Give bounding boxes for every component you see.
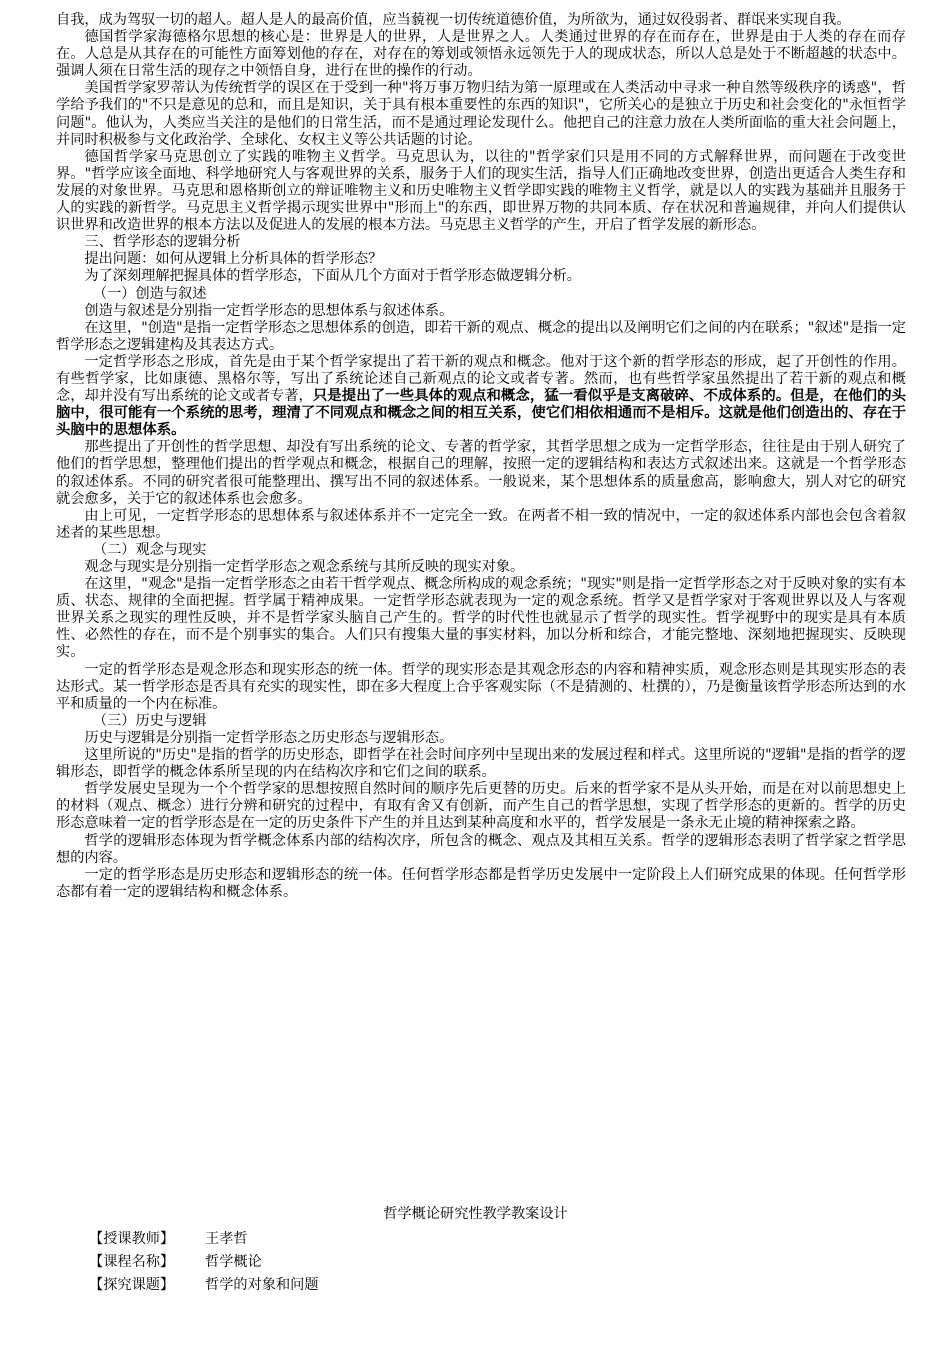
paragraph: 观念与现实是分别指一定哲学形态之观念系统与其所反映的现实对象。 [84,559,525,575]
body-text [56,12,906,901]
subsection-heading: （三）历史与逻辑 [92,712,207,729]
paragraph: 为了深刻理解把握具体的哲学形态，下面从几个方面对于哲学形态做逻辑分析。 [84,268,581,285]
paragraph: 创造与叙述是分别指一定哲学形态的思想体系与叙述体系。 [84,302,454,319]
topic-value: 哲学的对象和问题 [205,1277,319,1293]
teacher-value: 王孝哲 [205,1231,248,1247]
paragraph: 一定的哲学形态是历史形态和逻辑形态的统一体。任何哲学形态都是哲学历史发展中一定阶段上人们研究成果的体现。任何哲学形态都有着一定的逻辑结构和概念体系。 [56,866,906,900]
paragraph: 自我，成为驾驭一切的超人。超人是人的最高价值，应当藐视一切传统道德价值，为所欲为，通过奴役弱者、群氓来实现自我。 [56,12,851,28]
bold-emphasis-text: 只是提出了一些具体的观点和概念，猛一看似乎是支离破碎、不成体系的。但是，在他们的头脑中，很可能有一个系统的思考，理清了不同观点和概念之间的相互关系，使它们相依相通而不是相斥。这就是他们创造出的、存在于头脑中的思想体系。 [56,388,906,439]
paragraph-text: 一定哲学形态之形成，首先是由于某个哲学家提出了若干新的观点和概念。他对于这个新的哲学形态的形成，起了开创性的作用。有些哲学家，比如康德、黑格尔等，写出了系统论述自己新观点的论文或者专著。然而，也有些哲学家虽然提出了若干新的观点和概念，却并没有写出系统的论文或者专著， [56,353,906,405]
teacher-row [89,1228,789,1251]
topic-label: 【探究课题】 [89,1277,175,1293]
subsection-heading: （一）创造与叙述 [92,285,207,302]
paragraph: 由上可见，一定哲学形态的思想体系与叙述体系并不一定完全一致。在两者不相一致的情况中，一定的叙述体系内部也会包含着叙述者的某些思想。 [56,507,906,541]
topic-row [89,1274,789,1297]
paragraph: 哲学发展史呈现为一个个哲学家的思想按照自然时间的顺序先后更替的历史。后来的哲学家不是从头开始，而是在对以前思想史上的材料（观点、概念）进行分辨和研究的过程中，有取有舍又有创新，而产生自己的哲学思想，实现了哲学形态的更新的。哲学的历史形态意味着一定的哲学形态是在一定的历史条件下产生的并且达到某种高度和水平的，哲学发展是一条永无止境的精神探索之路。 [56,781,906,832]
paragraph: 历史与逻辑是分别指一定哲学形态之历史形态与逻辑形态。 [84,729,454,746]
lesson-plan-info [89,1228,789,1297]
course-row [89,1251,789,1274]
paragraph: 那些提出了开创性的哲学思想、却没有写出系统的论文、专著的哲学家，其哲学思想之成为一定哲学形态，往往是由于别人研究了他们的哲学思想，整理他们提出的哲学观点和概念，根据自己的理解，按照一定的逻辑结构和表达方式叙述出来。这就是一个哲学形态的叙述体系。不同的研究者很可能整理出、撰写出不同的叙述体系。一般说来，某个思想体系的质量愈高，影响愈大，别人对它的研究就会愈多，关于它的叙述体系也会愈多。 [56,439,906,507]
paragraph: 一定的哲学形态是观念形态和现实形态的统一体。哲学的现实形态是其观念形态的内容和精神实质，观念形态则是其现实形态的表达形式。某一哲学形态是否具有充实的现实性，即在多大程度上合乎客观实际（不是猜测的、杜撰的），乃是衡量该哲学形态所达到的水平和质量的一个内在标准。 [56,661,906,712]
lesson-plan-title: 哲学概论研究性教学教案设计 [383,1206,568,1222]
paragraph-with-bold [56,354,906,439]
paragraph: 哲学的逻辑形态体现为哲学概念体系内部的结构次序，所包含的概念、观点及其相互关系。哲学的逻辑形态表明了哲学家之哲学思想的内容。 [56,832,906,866]
paragraph: 美国哲学家罗蒂认为传统哲学的误区在于受到一种"将万事万物归结为第一原理或在人类活动中寻求一种自然等级秩序的诱惑"，哲学给予我们的"不只是意见的总和，而且是知识，关于具有根本重要性的东西的知识"，它所关心的是独立于历史和社会变化的"永恒哲学问题"。他认为，人类应当关注的是他们的日常生活，而不是通过理论发现什么。他把自己的注意力放在人类所面临的重大社会问题上，并同时积极参与文化政治学、全球化、女权主义等公共话题的讨论。 [56,80,906,148]
subsection-heading: （二）观念与现实 [92,541,207,558]
paragraph: 这里所说的"历史"是指的哲学的历史形态，即哲学在社会时间序列中呈现出来的发展过程和样式。这里所说的"逻辑"是指的哲学的逻辑形态，即哲学的概念体系所呈现的内在结构次序和它们之间的联系。 [56,747,906,781]
teacher-label: 【授课教师】 [89,1231,175,1247]
course-value: 哲学概论 [205,1254,262,1270]
paragraph: 德国哲学家马克思创立了实践的唯物主义哲学。马克思认为，以往的"哲学家们只是用不同的方式解释世界，而问题在于改变世界。"哲学应该全面地、科学地研究人与客观世界的关系，服务于人们的现实生活，指导人们正确地改变世界，创造出更适合人类生存和发展的对象世界。马克思和恩格斯创立的辩证唯物主义和历史唯物主义哲学即实践的唯物主义哲学，就是以人的实践为基础并且服务于人的实践的新哲学。马克思主义哲学揭示现实世界中"形而上"的东西，即世界万物的共同本质、存在状况和普遍规律，并向人们提供认识世界和改造世界的根本方法以及促进人的发展的根本方法。马克思主义哲学的产生，开启了哲学发展的新形态。 [56,148,906,234]
paragraph: 在这里，"创造"是指一定哲学形态之思想体系的创造，即若干新的观点、概念的提出以及阐明它们之间的内在联系；"叙述"是指一定哲学形态之逻辑建构及其表达方式。 [56,319,906,353]
paragraph: 提出问题：如何从逻辑上分析具体的哲学形态？ [84,251,383,268]
section-heading: 三、哲学形态的逻辑分析 [84,234,241,251]
paragraph: 在这里，"观念"是指一定哲学形态之由若干哲学观点、概念所构成的观念系统；"现实"则是指一定哲学形态之对于反映对象的实有本质、状态、规律的全面把握。哲学属于精神成果。一定哲学形态就表现为一定的观念系统。哲学又是哲学家对于客观世界以及人与客观世界关系之现实的理性反映，并不是哲学家头脑自己产生的。哲学的时代性也就显示了哲学的现实性。哲学视野中的现实是具有本质性、必然性的存在，而不是个别事实的集合。人们只有搜集大量的事实材料，加以分析和综合，才能完整地、深刻地把握现实、反映现实。 [56,576,906,661]
paragraph: 德国哲学家海德格尔思想的核心是：世界是人的世界，人是世界之人。人类通过世界的存在而存在，世界是由于人类的存在而存在。人总是从其存在的可能性方面筹划他的存在，对存在的筹划或领悟永远领先于人的现成状态，所以人总是处于不断超越的状态中。强调人须在日常生活的现存之中领悟自身，进行在世的操作的行动。 [56,29,906,80]
course-label: 【课程名称】 [89,1254,175,1270]
